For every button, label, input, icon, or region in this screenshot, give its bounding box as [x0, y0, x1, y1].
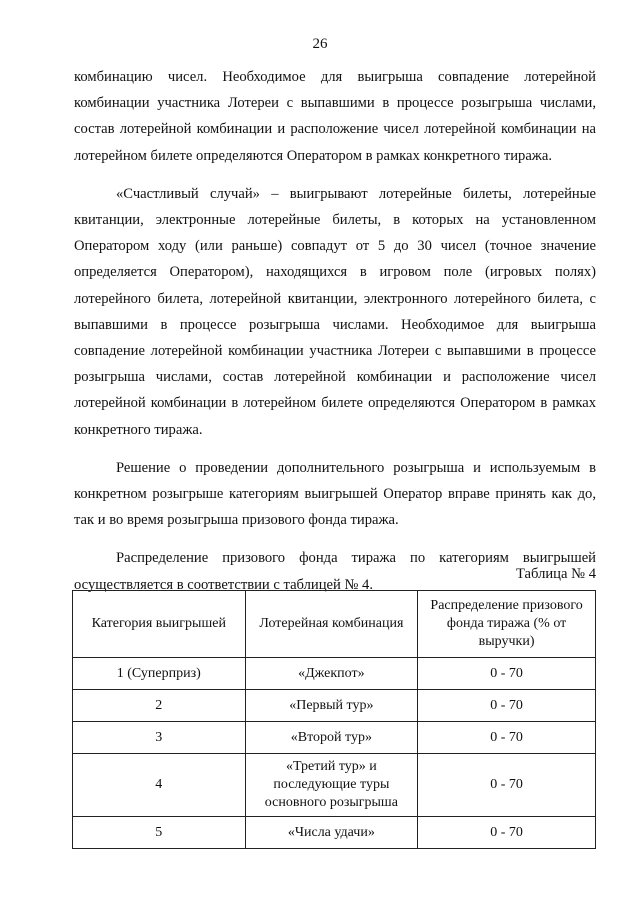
- body-text: [74, 64, 596, 610]
- cell-category: 4: [73, 754, 246, 817]
- cell-combination: «Третий тур» и последующие туры основного розыгрыша: [245, 754, 418, 817]
- cell-combination: «Джекпот»: [245, 658, 418, 690]
- table-row: [73, 817, 596, 849]
- cell-distribution: 0 - 70: [418, 658, 596, 690]
- paragraph-2: «Счастливый случай» – выигрывают лотерейные билеты, лотерейные квитанции, электронные лотерейные билеты, в которых на установленном Оператором ходу (или раньше) совпадут от 5 до 30 чисел (точное значение определяется Оператором), находящихся в игровом поле (игровых полях) лотерейного билета, лотерейной квитанции, электронного лотерейного билета, с выпавшими в процессе розыгрыша числами. Необходимое для выигрыша совпадение лотерейной комбинации участника Лотереи с выпавшими в процессе розыгрыша числами, состав лотерейной комбинации и расположение чисел лотерейной комбинации в лотерейном билете определяются Оператором в рамках конкретного тиража.: [74, 185, 596, 438]
- table-row: [73, 690, 596, 722]
- table-row: [73, 754, 596, 817]
- cell-distribution: 0 - 70: [418, 754, 596, 817]
- table-row: [73, 722, 596, 754]
- table-header-row: [73, 591, 596, 658]
- header-category: Категория выигрышей: [73, 591, 246, 658]
- table-row: [73, 658, 596, 690]
- header-combination: Лотерейная комбинация: [245, 591, 418, 658]
- cell-distribution: 0 - 70: [418, 690, 596, 722]
- cell-distribution: 0 - 70: [418, 722, 596, 754]
- prize-distribution-table: [72, 590, 596, 849]
- cell-category: 3: [73, 722, 246, 754]
- cell-combination: «Числа удачи»: [245, 817, 418, 849]
- paragraph-1: комбинацию чисел. Необходимое для выигрыша совпадение лотерейной комбинации участника Лотереи с выпавшими в процессе розыгрыша числами, состав лотерейной комбинации и расположение чисел лотерейной комбинации на лотерейном билете определяются Оператором в рамках конкретного тиража.: [74, 69, 596, 164]
- paragraph-4: Распределение призового фонда тиража по категориям выигрышей осуществляется в соответствии с таблицей № 4.: [74, 550, 596, 593]
- page-number: 26: [312, 36, 328, 52]
- cell-category: 5: [73, 817, 246, 849]
- cell-category: 1 (Суперприз): [73, 658, 246, 690]
- paragraph-3: Решение о проведении дополнительного розыгрыша и используемым в конкретном розыгрыше категориям выигрышей Оператор вправе принять как до, так и во время розыгрыша призового фонда тиража.: [74, 459, 596, 529]
- table-caption: Таблица № 4: [516, 566, 596, 582]
- cell-distribution: 0 - 70: [418, 817, 596, 849]
- cell-category: 2: [73, 690, 246, 722]
- header-distribution: Распределение призового фонда тиража (% от выручки): [418, 591, 596, 658]
- cell-combination: «Второй тур»: [245, 722, 418, 754]
- cell-combination: «Первый тур»: [245, 690, 418, 722]
